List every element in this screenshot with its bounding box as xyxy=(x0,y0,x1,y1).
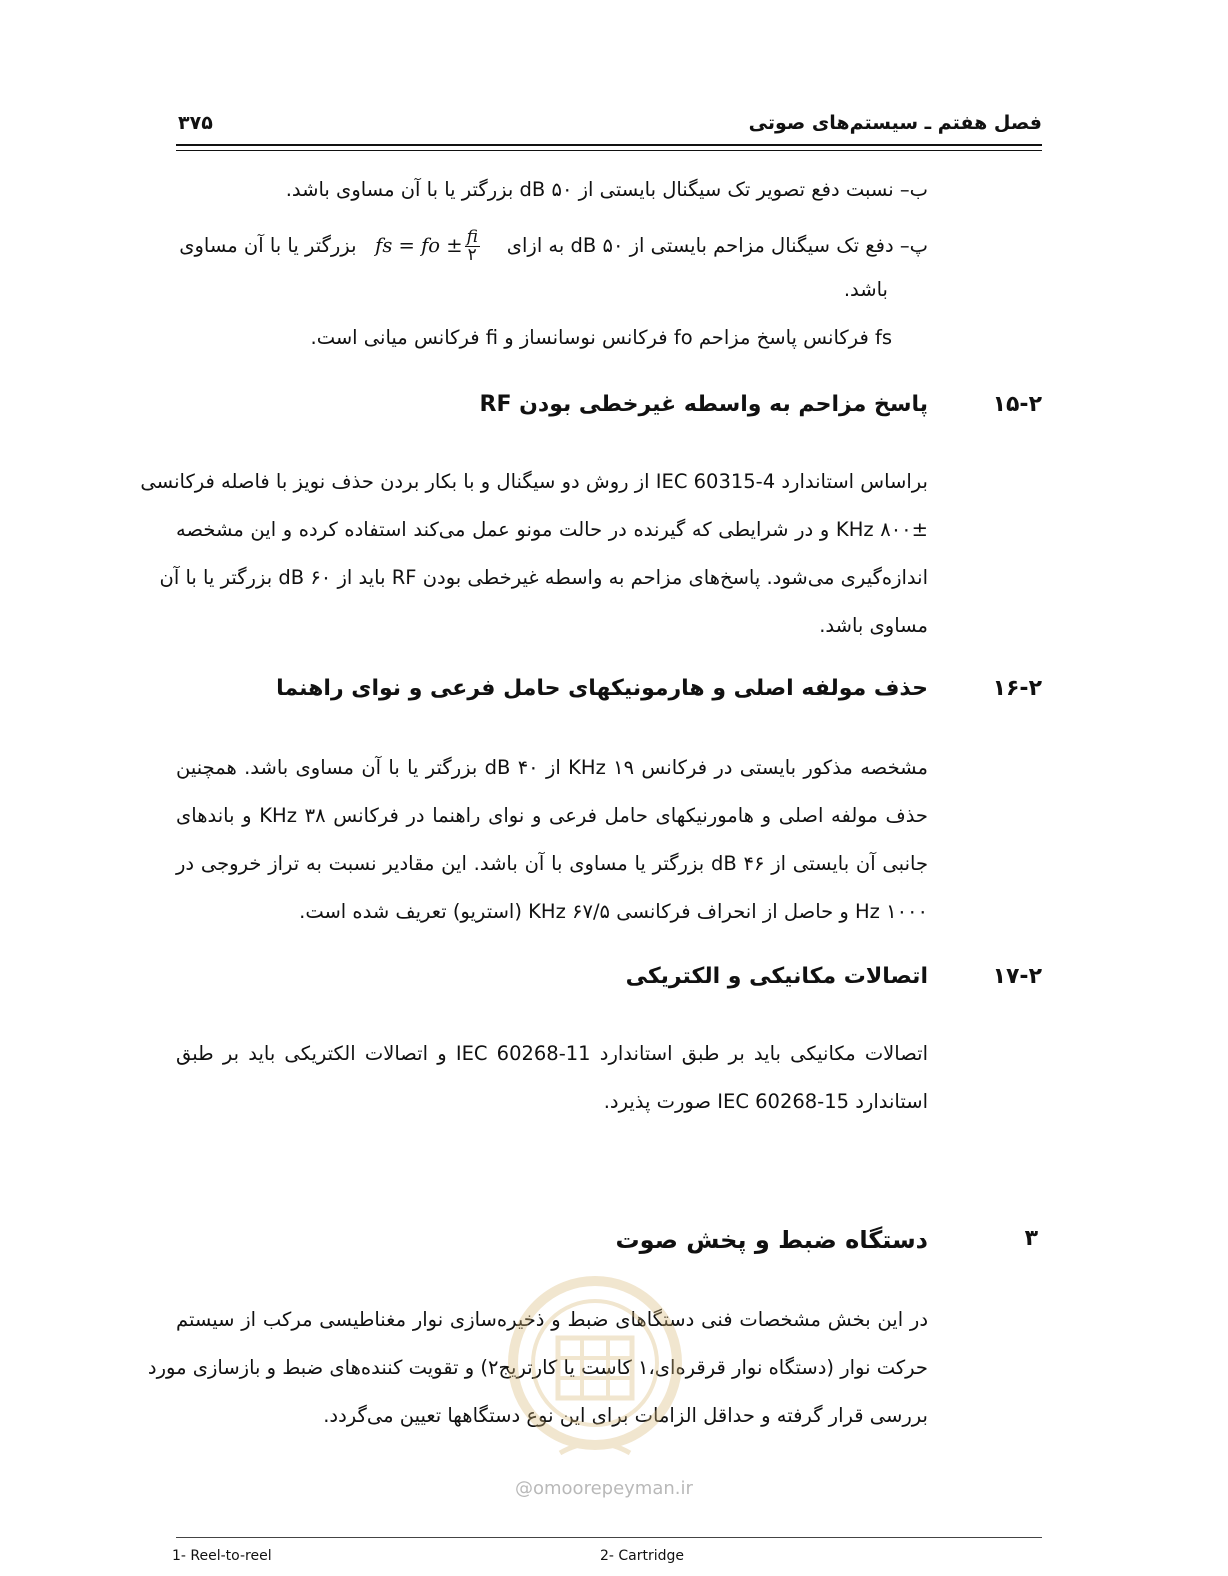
body-line: بررسی قرار گرفته و حداقل الزامات برای این نوع دستگاهها تعیین می‌گردد. xyxy=(323,1404,928,1427)
section-body-17-2 xyxy=(176,1030,928,1126)
page-number: ۳۷۵ xyxy=(178,112,213,134)
formula-fraction: $\frac{fi}{۲}$ xyxy=(466,227,478,265)
body-line: KHz ۸۰۰± و در شرایطی که گیرنده در حالت مونو عمل می‌کند استفاده کرده و این مشخصه xyxy=(176,518,928,541)
body-line: جانبی آن بایستی از dB ۴۶ بزرگتر یا مساوی با آن باشد. این مقادیر نسبت به تراز خروجی در xyxy=(176,852,928,875)
watermark-text: @omoorepeyman.ir xyxy=(515,1478,693,1499)
section-number: ۳ xyxy=(1024,1226,1038,1251)
header-rule xyxy=(176,144,1042,146)
body-line: استاندارد IEC 60268-15 صورت پذیرد. xyxy=(603,1090,928,1113)
section-body-15-2 xyxy=(140,458,928,650)
body-line: حذف مولفه اصلی و هامورنیکهای حامل فرعی و نوای راهنما در فرکانس KHz ۳۸ و باندهای xyxy=(176,804,928,827)
body-line: اندازه‌گیری می‌شود. پاسخ‌های مزاحم به واسطه غیرخطی بودن RF باید از dB ۶۰ بزرگتر یا با آن xyxy=(159,566,928,589)
footnote-rule xyxy=(176,1537,1042,1538)
body-line: اتصالات مکانیکی باید بر طبق استاندارد IEC 60268-11 و اتصالات الکتریکی باید بر طبق xyxy=(176,1042,928,1065)
body-line: Hz ۱۰۰۰ و حاصل از انحراف فرکانسی KHz ۶۷/۵ (استریو) تعریف شده است. xyxy=(299,900,928,923)
item-p-start: پ– دفع تک سیگنال مزاحم بایستی از dB ۵۰ به ازای xyxy=(506,234,928,257)
section-heading-16-2 xyxy=(176,676,1042,716)
body-line: حرکت نوار (دستگاه نوار قرقره‌ای،۱ کاست یا کارتریج۲) و تقویت کننده‌های ضبط و بازسازی مورد xyxy=(147,1356,928,1379)
item-p-continued: باشد. xyxy=(843,278,888,301)
section-title: حذف مولفه اصلی و هارمونیکهای حامل فرعی و نوای راهنما xyxy=(276,676,928,701)
section-number: ۱۵-۲ xyxy=(992,392,1042,417)
chapter-title: فصل هفتم ـ سیستم‌های صوتی xyxy=(748,112,1042,134)
item-b: ب– نسبت دفع تصویر تک سیگنال بایستی از dB ۵۰ بزرگتر یا با آن مساوی باشد. xyxy=(285,178,928,201)
section-body-16-2 xyxy=(176,744,928,936)
section-heading-3 xyxy=(176,1226,1042,1266)
item-p-end: بزرگتر یا با آن مساوی xyxy=(179,234,357,257)
frequency-legend: fs فرکانس پاسخ مزاحم fo فرکانس نوسانساز و fi فرکانس میانی است. xyxy=(310,326,892,349)
running-header xyxy=(178,108,1042,144)
footnote-1: 1- Reel-to-reel xyxy=(172,1548,272,1564)
item-p xyxy=(179,222,928,270)
section-number: ۱۷-۲ xyxy=(992,964,1042,989)
section-title: اتصالات مکانیکی و الکتریکی xyxy=(625,964,928,989)
watermark-seal-icon xyxy=(500,1268,690,1473)
section-number: ۱۶-۲ xyxy=(992,676,1042,701)
section-heading-17-2 xyxy=(176,964,1042,1004)
body-line: مساوی باشد. xyxy=(819,614,928,637)
body-line: در این بخش مشخصات فنی دستگاهای ضبط و ذخیره‌سازی نوار مغناطیسی مرکب از سیستم xyxy=(176,1308,928,1331)
footnote-2: 2- Cartridge xyxy=(600,1548,685,1564)
section-title: دستگاه ضبط و پخش صوت xyxy=(615,1226,928,1254)
body-line: مشخصه مذکور بایستی در فرکانس KHz ۱۹ از dB ۴۰ بزرگتر یا با آن مساوی باشد. همچنین xyxy=(176,756,928,779)
section-title: پاسخ مزاحم به واسطه غیرخطی بودن RF xyxy=(479,392,928,417)
body-line: براساس استاندارد IEC 60315-4 از روش دو سیگنال و با بکار بردن حذف نویز با فاصله فرکانسی xyxy=(140,470,928,493)
formula: fs = fo ± $\frac{fi}{۲}$ xyxy=(375,227,478,265)
header-rule-thin xyxy=(176,150,1042,151)
section-heading-15-2 xyxy=(176,392,1042,432)
